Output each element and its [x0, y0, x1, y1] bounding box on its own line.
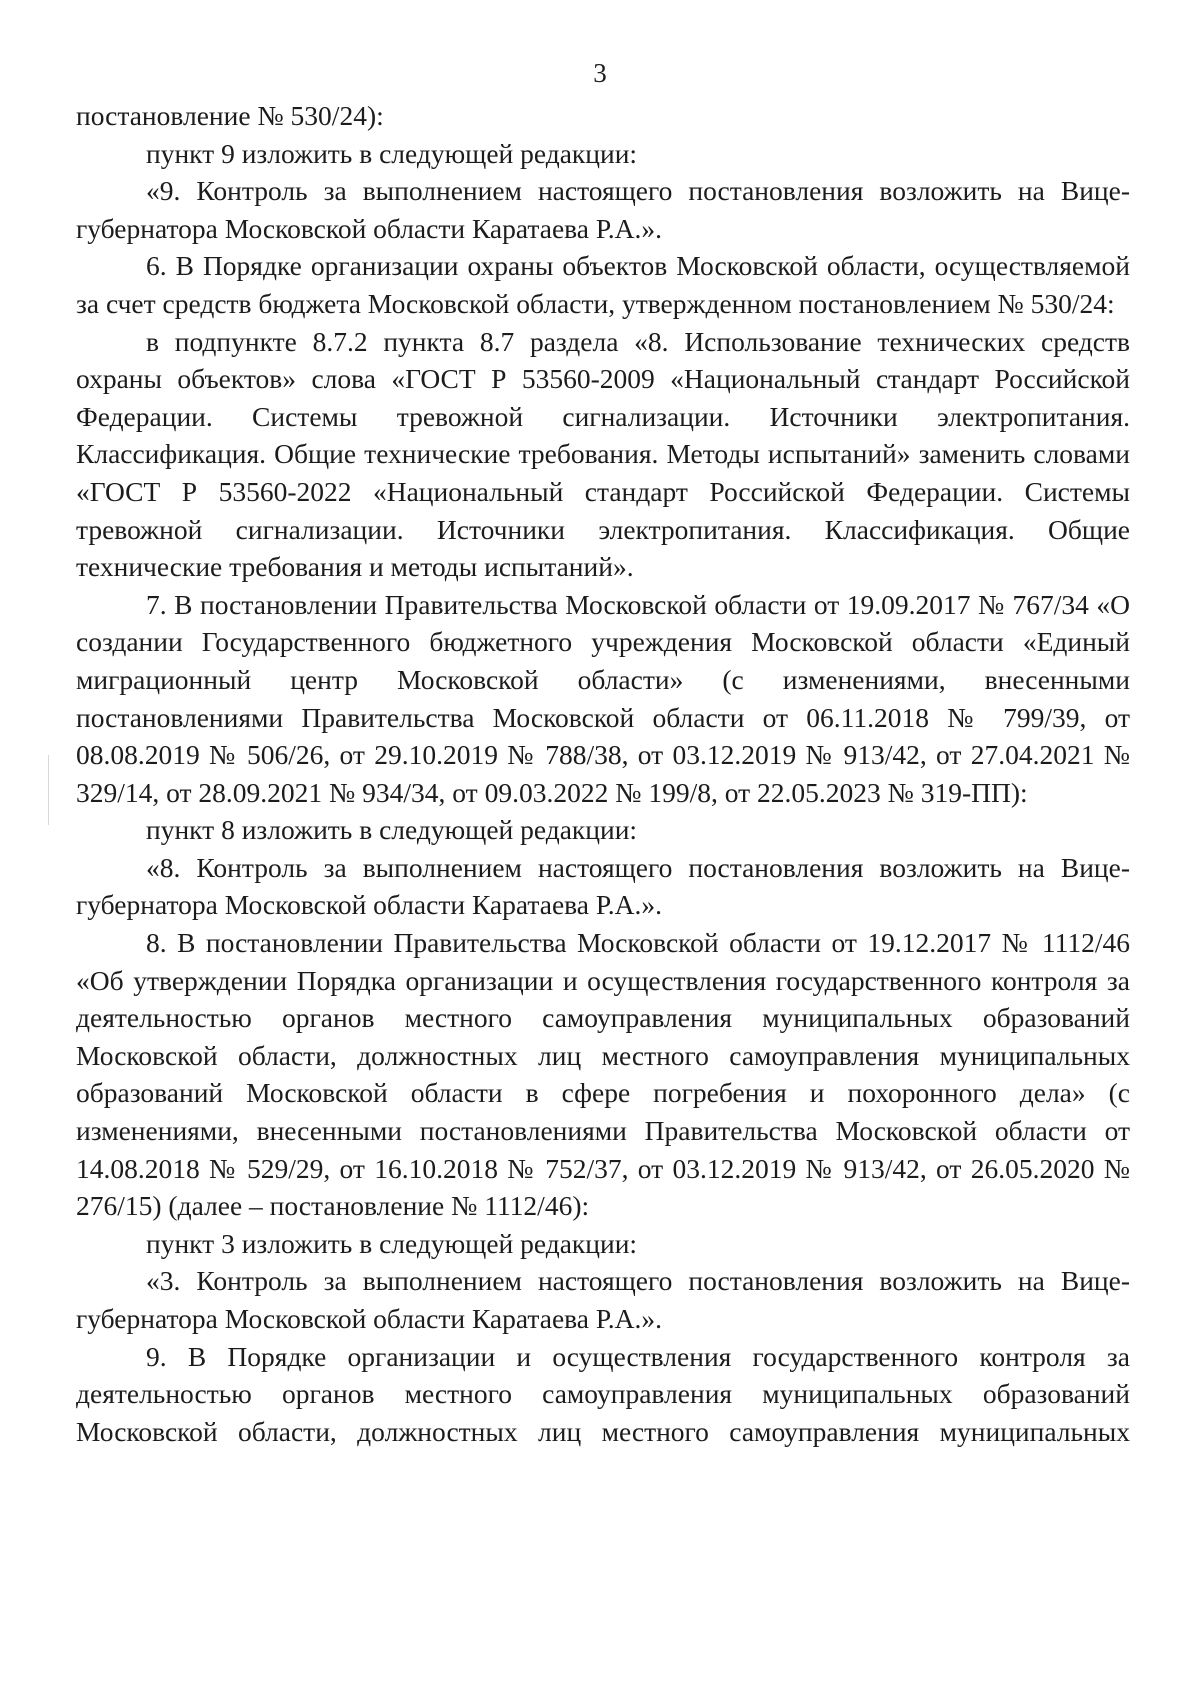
page-number: 3 [593, 58, 607, 88]
paragraph-subitem-8-7-2: в подпункте 8.7.2 пункта 8.7 раздела «8. Использование технических средств охраны объектов» слова «ГОСТ Р 53560-2009 «Национальный стандарт Российской Федерации. Системы тревожной сигнализации. Источники электропитания. Классификация. Общие технические требования. Методы испытаний» заменить словами «ГОСТ Р 53560-2022 «Национальный стандарт Российской Федерации. Системы тревожной сигнализации. Источники электропитания. Классификация. Общие технические требования и методы испытаний». [76, 325, 1130, 583]
paragraph-section-9: 9. В Порядке организации и осуществления государственного контроля за деятельностью органов местного самоуправления муниципальных образований Московской области, должностных лиц местного самоуправления муниципальных [76, 1340, 1130, 1447]
document-body [76, 97, 1130, 1450]
paragraph-continuation: постановление № 530/24): [76, 100, 384, 131]
scan-margin-mark [48, 755, 49, 825]
paragraph-quote-item-9: «9. Контроль за выполнением настоящего постановления возложить на Вице-губернатора Московской области Каратаева Р.А.». [76, 175, 1130, 244]
paragraph-section-6: 6. В Порядке организации охраны объектов Московской области, осуществляемой за счет средств бюджета Московской области, утвержденном постановлением № 530/24: [76, 250, 1130, 319]
paragraph-instruction-item-9: пункт 9 изложить в следующей редакции: [146, 137, 638, 169]
paragraph-quote-item-8: «8. Контроль за выполнением настоящего постановления возложить на Вице-губернатора Московской области Каратаева Р.А.». [76, 851, 1130, 921]
paragraph-instruction-item-8: пункт 8 изложить в следующей редакции: [146, 814, 638, 846]
paragraph-section-8: 8. В постановлении Правительства Московской области от 19.12.2017 № 1112/46 «Об утверждении Порядка организации и осуществления государственного контроля за деятельностью органов местного самоуправления муниципальных образований Московской области, должностных лиц местного самоуправления муниципальных образований Московской области в сфере погребения и похоронного дела» (с изменениями, внесенными постановлениями Правительства Московской области от 14.08.2018 № 529/29, от 16.10.2018 № 752/37, от 03.12.2019 № 913/42, от 26.05.2020 № 276/15) (далее – постановление № 1112/46): [76, 927, 1130, 1222]
paragraph-instruction-item-3: пункт 3 изложить в следующей редакции: [146, 1227, 638, 1259]
paragraph-quote-item-3: «3. Контроль за выполнением настоящего постановления возложить на Вице-губернатора Московской области Каратаева Р.А.». [76, 1265, 1130, 1334]
paragraph-section-7: 7. В постановлении Правительства Московской области от 19.09.2017 № 767/34 «О создании Государственного бюджетного учреждения Московской области «Единый миграционный центр Московской области» (с изменениями, внесенными постановлениями Правительства Московской области от 06.11.2018 № 799/39, от 08.08.2019 № 506/26, от 29.10.2019 № 788/38, от 03.12.2019 № 913/42, от 27.04.2021 № 329/14, от 28.09.2021 № 934/34, от 09.03.2022 № 199/8, от 22.05.2023 № 319-ПП): [76, 588, 1130, 808]
